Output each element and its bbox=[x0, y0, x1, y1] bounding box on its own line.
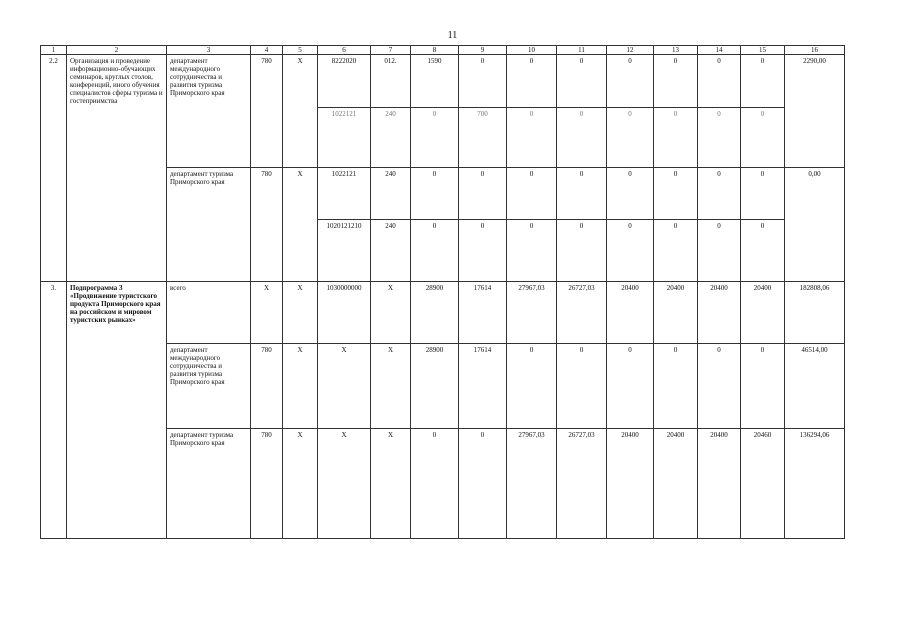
cell: X bbox=[371, 429, 411, 539]
cell: X bbox=[318, 344, 371, 429]
cell: 28900 bbox=[411, 344, 459, 429]
cell: 27967,03 bbox=[507, 282, 557, 344]
cell: X bbox=[283, 429, 318, 539]
cell: 0 bbox=[507, 55, 557, 108]
cell: 28900 bbox=[411, 282, 459, 344]
cell: 0 bbox=[557, 220, 607, 282]
total-cell: 182808,06 bbox=[785, 282, 845, 344]
cell: 780 bbox=[251, 168, 283, 282]
header-cell: 9 bbox=[459, 46, 507, 55]
cell: 20400 bbox=[698, 282, 741, 344]
header-cell: 15 bbox=[741, 46, 785, 55]
cell: 240 bbox=[371, 108, 411, 168]
cell: 0 bbox=[741, 168, 785, 220]
cell: X bbox=[283, 168, 318, 282]
cell: 0 bbox=[654, 168, 698, 220]
cell: X bbox=[283, 55, 318, 168]
cell: 0 bbox=[654, 344, 698, 429]
cell: 1030000000 bbox=[318, 282, 371, 344]
cell: 1020121210 bbox=[318, 220, 371, 282]
cell: X bbox=[283, 282, 318, 344]
cell: X bbox=[371, 344, 411, 429]
cell: 0 bbox=[557, 344, 607, 429]
cell: 0 bbox=[459, 55, 507, 108]
cell: 0 bbox=[654, 108, 698, 168]
header-row bbox=[41, 46, 845, 55]
cell: 17614 bbox=[459, 282, 507, 344]
cell: 0 bbox=[698, 344, 741, 429]
cell: 27967,03 bbox=[507, 429, 557, 539]
header-cell: 2 bbox=[67, 46, 167, 55]
table-row bbox=[41, 55, 845, 108]
cell: 0 bbox=[411, 220, 459, 282]
cell: 0 bbox=[607, 344, 654, 429]
cell: 0 bbox=[507, 168, 557, 220]
cell: 240 bbox=[371, 220, 411, 282]
cell: 0 bbox=[741, 220, 785, 282]
cell: X bbox=[283, 344, 318, 429]
cell: 0 bbox=[607, 108, 654, 168]
header-cell: 6 bbox=[318, 46, 371, 55]
cell: 0 bbox=[557, 168, 607, 220]
department-cell: департамент туризма Приморского края bbox=[167, 429, 251, 539]
cell: 0 bbox=[607, 220, 654, 282]
cell: 0 bbox=[459, 429, 507, 539]
header-cell: 11 bbox=[557, 46, 607, 55]
page-number: 11 bbox=[447, 30, 458, 41]
cell: 0 bbox=[557, 55, 607, 108]
header-cell: 12 bbox=[607, 46, 654, 55]
cell: 0 bbox=[698, 108, 741, 168]
header-cell: 16 bbox=[785, 46, 845, 55]
cell: X bbox=[318, 429, 371, 539]
budget-table bbox=[40, 45, 845, 539]
table-row bbox=[41, 282, 845, 344]
cell: 0 bbox=[459, 168, 507, 220]
cell: 20400 bbox=[607, 282, 654, 344]
cell: 0 bbox=[507, 220, 557, 282]
cell: 20400 bbox=[654, 282, 698, 344]
cell: 0 bbox=[741, 55, 785, 108]
cell: 0 bbox=[507, 108, 557, 168]
cell: X bbox=[371, 282, 411, 344]
cell: 012. bbox=[371, 55, 411, 108]
header-cell: 13 bbox=[654, 46, 698, 55]
header-cell: 14 bbox=[698, 46, 741, 55]
header-cell: 7 bbox=[371, 46, 411, 55]
cell: 0 bbox=[698, 220, 741, 282]
department-cell: департамент международного сотрудничества и развития туризма Приморского края bbox=[167, 55, 251, 168]
cell: 1022121 bbox=[318, 168, 371, 220]
cell: 0 bbox=[507, 344, 557, 429]
row-number: 2.2 bbox=[41, 55, 67, 282]
header-cell: 4 bbox=[251, 46, 283, 55]
subprogram-name: Подпрограмма 3 «Продвижение туристского продукта Приморского края на российском и мировом туристских рынках» bbox=[67, 282, 167, 539]
cell: 8222020 bbox=[318, 55, 371, 108]
cell: 1022121 bbox=[318, 108, 371, 168]
department-cell: всего bbox=[167, 282, 251, 344]
cell: 26727,03 bbox=[557, 282, 607, 344]
cell: 20400 bbox=[607, 429, 654, 539]
row-number: 3. bbox=[41, 282, 67, 539]
cell: 0 bbox=[698, 168, 741, 220]
header-cell: 10 bbox=[507, 46, 557, 55]
total-cell: 2290,00 bbox=[785, 55, 845, 168]
cell: 0 bbox=[411, 108, 459, 168]
cell: 0 bbox=[411, 168, 459, 220]
cell: 20400 bbox=[698, 429, 741, 539]
cell: 0 bbox=[698, 55, 741, 108]
cell: 20400 bbox=[654, 429, 698, 539]
total-cell: 0,00 bbox=[785, 168, 845, 282]
cell: 240 bbox=[371, 168, 411, 220]
header-cell: 8 bbox=[411, 46, 459, 55]
cell: 0 bbox=[411, 429, 459, 539]
cell: 780 bbox=[251, 344, 283, 429]
department-cell: департамент туризма Приморского края bbox=[167, 168, 251, 282]
cell: 0 bbox=[557, 108, 607, 168]
total-cell: 46514,00 bbox=[785, 344, 845, 429]
cell: 26727,03 bbox=[557, 429, 607, 539]
header-cell: 5 bbox=[283, 46, 318, 55]
cell: 780 bbox=[251, 429, 283, 539]
cell: 0 bbox=[741, 108, 785, 168]
cell: 17614 bbox=[459, 344, 507, 429]
header-cell: 1 bbox=[41, 46, 67, 55]
cell: 0 bbox=[607, 168, 654, 220]
cell: 1590 bbox=[411, 55, 459, 108]
cell: 0 bbox=[741, 344, 785, 429]
cell: 20400 bbox=[741, 282, 785, 344]
cell: 0 bbox=[607, 55, 654, 108]
cell: 700 bbox=[459, 108, 507, 168]
cell: 0 bbox=[654, 220, 698, 282]
cell: X bbox=[251, 282, 283, 344]
cell: 780 bbox=[251, 55, 283, 168]
header-cell: 3 bbox=[167, 46, 251, 55]
cell: 0 bbox=[654, 55, 698, 108]
activity-name: Организация и проведение информационно-обучающих семинаров, круглых столов, конференций, иного обучения специалистов сферы туризма и гостеприимства bbox=[67, 55, 167, 282]
department-cell: департамент международного сотрудничества и развития туризма Приморского края bbox=[167, 344, 251, 429]
cell: 20460 bbox=[741, 429, 785, 539]
cell: 0 bbox=[459, 220, 507, 282]
total-cell: 136294,06 bbox=[785, 429, 845, 539]
